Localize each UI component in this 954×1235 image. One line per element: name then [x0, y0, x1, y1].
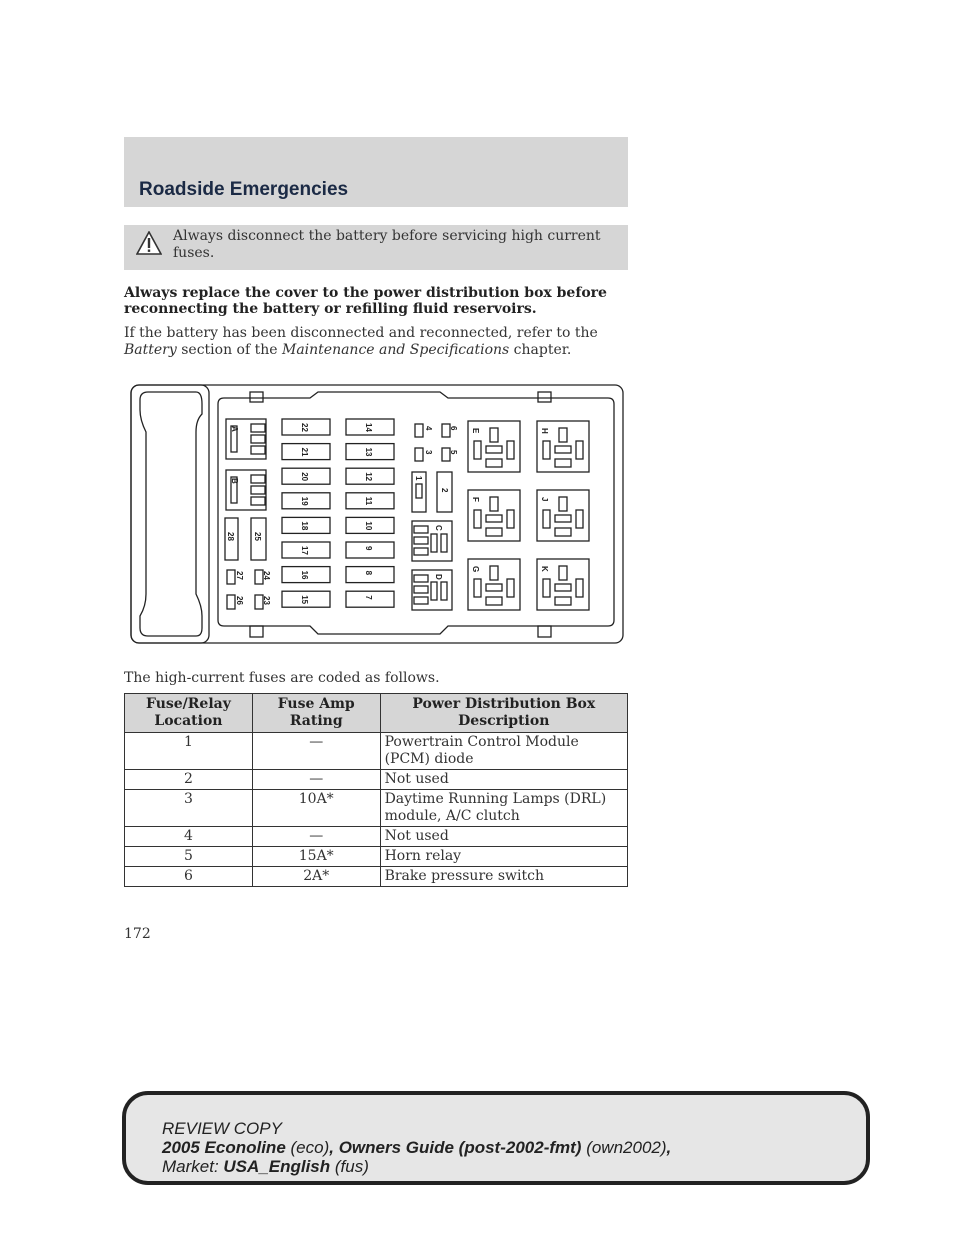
table-row	[125, 867, 628, 887]
label-5: 5	[449, 450, 458, 455]
label-11: 11	[364, 496, 373, 506]
cell-rating: 10A*	[252, 790, 380, 827]
cell-location: 4	[125, 827, 253, 847]
footer-text: REVIEW COPY 2005 Econoline (eco), Owners Guide (post-2002-fmt) (own2002), Market: USA_English (fus)	[162, 1119, 672, 1176]
label-2: 2	[440, 488, 449, 493]
battery-note: If the battery has been disconnected and reconnected, refer to the Battery section of the Maintenance and Specifications chapter.	[124, 325, 598, 358]
fuse-box-diagram	[130, 384, 624, 646]
footer-market: USA_English	[223, 1157, 331, 1176]
fuse-table	[124, 693, 628, 887]
label-6: 6	[449, 426, 458, 431]
relay-E	[468, 421, 520, 472]
warning-text: Always disconnect the battery before servicing high current fuses.	[173, 228, 601, 261]
label-19: 19	[300, 496, 309, 506]
table-row	[125, 790, 628, 827]
maintenance-ref: Maintenance and Specifications	[281, 342, 510, 358]
label-10: 10	[364, 521, 373, 531]
fuse-6	[442, 424, 450, 437]
label-C: C	[434, 525, 443, 531]
table-row	[125, 770, 628, 790]
table-row	[125, 827, 628, 847]
label-26: 26	[235, 596, 244, 605]
label-F: F	[471, 497, 480, 502]
fuse-5	[442, 448, 450, 461]
cell-description: Not used	[380, 770, 627, 790]
header-rating: Fuse Amp Rating	[252, 694, 380, 733]
label-G: G	[471, 566, 480, 573]
cell-location: 5	[125, 847, 253, 867]
header-description: Power Distribution Box Description	[380, 694, 627, 733]
label-18: 18	[300, 521, 309, 531]
relay-C	[412, 521, 452, 561]
cell-location: 6	[125, 867, 253, 887]
relay-H	[537, 421, 589, 472]
table-caption: The high-current fuses are coded as follows.	[124, 670, 440, 686]
label-9: 9	[364, 546, 373, 551]
cell-rating: 15A*	[252, 847, 380, 867]
label-28: 28	[226, 532, 235, 541]
label-E: E	[471, 428, 480, 434]
relay-B	[226, 470, 266, 510]
label-13: 13	[364, 447, 373, 457]
label-B: B	[230, 478, 239, 484]
table-row	[125, 733, 628, 770]
label-K: K	[540, 566, 549, 572]
label-3: 3	[424, 450, 433, 455]
label-8: 8	[364, 570, 373, 576]
label-15: 15	[300, 595, 309, 605]
label-J: J	[540, 497, 549, 502]
warning-box	[124, 225, 628, 270]
table-row	[125, 847, 628, 867]
cell-description: Brake pressure switch	[380, 867, 627, 887]
cell-rating: —	[252, 733, 380, 770]
label-20: 20	[300, 472, 309, 482]
relay-F	[468, 490, 520, 541]
label-23: 23	[262, 596, 271, 605]
cell-rating: 2A*	[252, 867, 380, 887]
label-4: 4	[424, 426, 433, 431]
cell-description: Powertrain Control Module (PCM) diode	[380, 733, 627, 770]
label-27: 27	[235, 571, 244, 580]
page-number: 172	[124, 926, 151, 942]
label-24: 24	[262, 571, 271, 580]
cell-location: 3	[125, 790, 253, 827]
review-footer	[122, 1091, 870, 1185]
cover-instruction: Always replace the cover to the power distribution box before reconnecting the battery or refilling fluid reservoirs.	[124, 285, 607, 317]
label-14: 14	[364, 423, 373, 432]
label-H: H	[540, 428, 549, 434]
label-22: 22	[300, 423, 309, 432]
section-header	[124, 137, 628, 207]
footer-guide: Owners Guide (post-2002-fmt)	[338, 1138, 582, 1157]
table-header-row	[125, 694, 628, 733]
label-D: D	[434, 574, 443, 580]
header-location: Fuse/Relay Location	[125, 694, 253, 733]
relay-D	[412, 570, 452, 610]
warning-triangle-icon	[136, 231, 162, 255]
label-16: 16	[300, 570, 309, 580]
fuse-26	[227, 595, 235, 609]
cell-description: Horn relay	[380, 847, 627, 867]
label-17: 17	[300, 546, 309, 555]
relay-G	[468, 559, 520, 610]
label-7: 7	[364, 595, 373, 600]
fuse-23	[255, 595, 263, 609]
relay-A	[226, 419, 266, 459]
review-copy-label: REVIEW COPY	[162, 1119, 282, 1138]
label-25: 25	[253, 532, 262, 541]
cell-location: 2	[125, 770, 253, 790]
label-A: A	[230, 426, 239, 432]
cell-rating: —	[252, 827, 380, 847]
section-title: Roadside Emergencies	[139, 179, 349, 200]
label-21: 21	[300, 447, 309, 457]
label-12: 12	[364, 472, 373, 482]
footer-model: 2005 Econoline	[162, 1138, 286, 1157]
fuse-27	[227, 570, 235, 584]
cell-description: Not used	[380, 827, 627, 847]
relay-K	[537, 559, 589, 610]
cell-rating: —	[252, 770, 380, 790]
fuse-3	[415, 448, 423, 461]
fuse-4	[415, 424, 423, 437]
cell-location: 1	[125, 733, 253, 770]
cell-description: Daytime Running Lamps (DRL) module, A/C clutch	[380, 790, 627, 827]
fuse-24	[255, 570, 263, 584]
relay-J	[537, 490, 589, 541]
label-1: 1	[414, 476, 423, 481]
battery-ref: Battery	[124, 342, 177, 358]
